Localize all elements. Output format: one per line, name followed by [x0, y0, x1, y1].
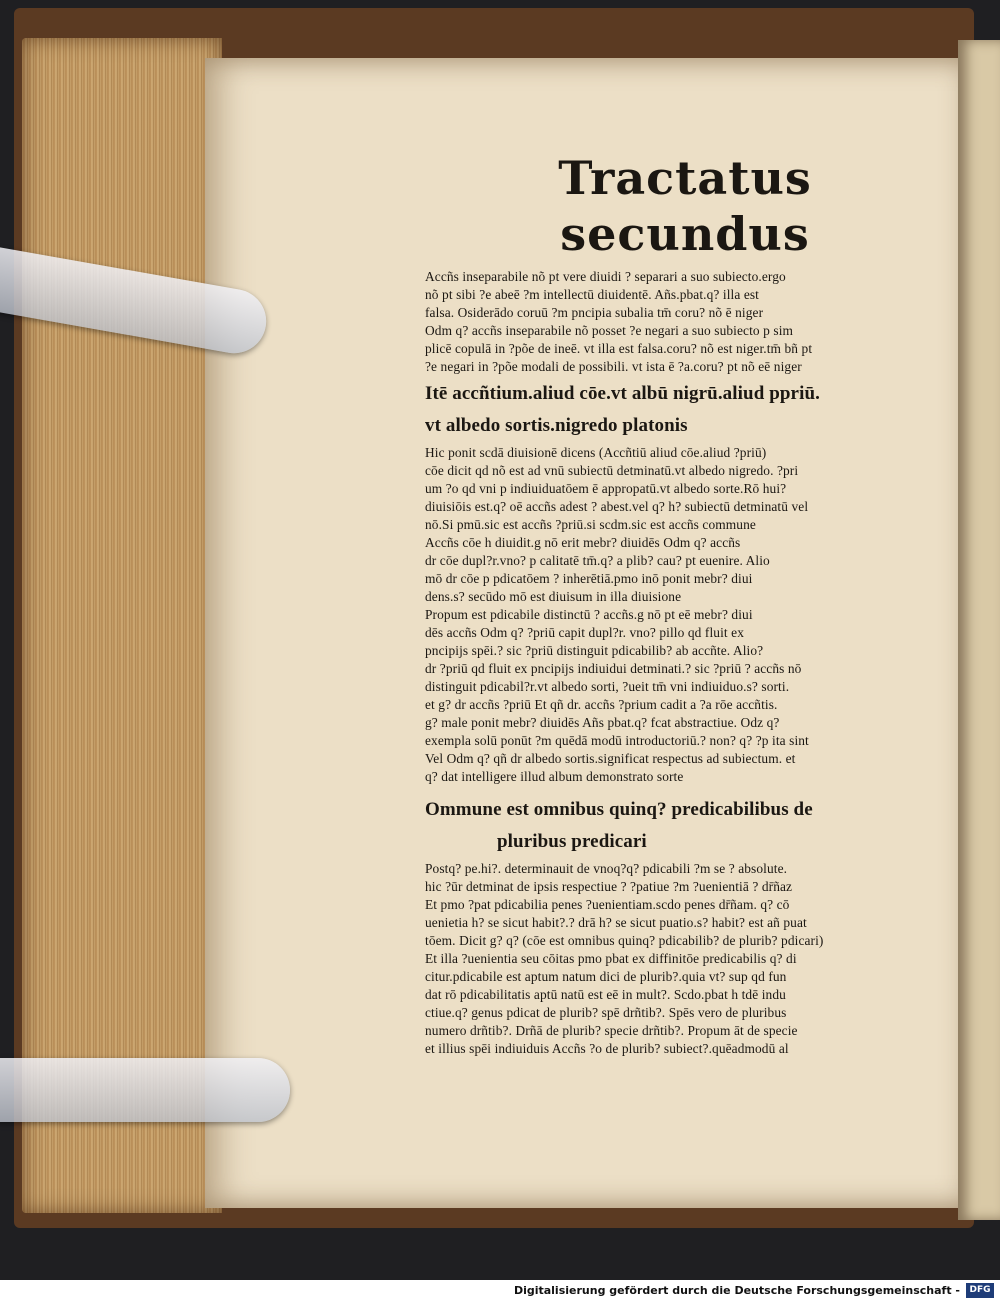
right-page-edge — [958, 40, 1000, 1220]
text-line: distinguit pdicabil?r.vt albedo sorti, ?ueit tm̄ vni indiuiduo.s? sorti. — [425, 679, 790, 694]
page-text — [425, 150, 935, 1058]
text-line: exempla solū ponūt ?m quēdā modū introductoriū.? non? q? ?p ita sint — [425, 733, 809, 748]
text-line: uenietia h? se sicut habit?.? drā h? se sicut puatio.s? habit? est añ puat — [425, 915, 807, 930]
paragraph-2 — [425, 444, 935, 786]
text-line: ctiue.q? genus pdicat de plurib? spē drñtib?. Spēs vero de pluribus — [425, 1005, 787, 1020]
footer-credit: Digitalisierung gefördert durch die Deutsche Forschungsgemeinschaft - — [513, 1284, 960, 1297]
text-line: mō dr cōe p pdicatōem ? inherētiā.pmo inō ponit mebr? diui — [425, 571, 753, 586]
page-clip-bottom — [0, 1058, 290, 1122]
text-line: Odm q? accñs inseparabile nõ posset ?e negari a suo subiecto p sim — [425, 323, 794, 338]
text-line: dēs accñs Odm q? ?priū capit dupl?r. vno? pillo qd fluit ex — [425, 625, 745, 640]
text-line: nō.Si pmū.sic est accñs ?priū.si scdm.sic est accñs commune — [425, 517, 756, 532]
text-line: numero drñtib?. Drñā de plurib? specie drñtib?. Propum āt de specie — [425, 1023, 798, 1038]
page-edges — [22, 38, 222, 1213]
text-line: et illius spēi indiuiduis Accñs ?o de plurib? subiect?.quēadmodū al — [425, 1041, 789, 1056]
text-line: pncipijs spēi.? sic ?priū distinguit pdicabilib? ab accñte. Alio? — [425, 643, 764, 658]
text-line: Hic ponit scdā diuisionē dicens (Accñtiū aliud cōe.aliud ?priū) — [425, 445, 767, 460]
text-line: Accñs inseparabile nõ pt vere diuidi ? separari a suo subiecto.ergo — [425, 269, 786, 284]
text-line: plicē copulā in ?põe de ineē. vt illa est falsa.coru? nõ est niger.tm̄ bñ pt — [425, 341, 813, 356]
text-line: dens.s? secūdo mō est diuisum in illa diuisione — [425, 589, 682, 604]
dfg-logo: DFG — [966, 1283, 994, 1298]
paragraph-1 — [425, 268, 935, 376]
text-line: Accñs cōe h diuidit.g nō erit mebr? diuidēs Odm q? accñs — [425, 535, 741, 550]
heading-2b: pluribus predicari — [497, 831, 647, 852]
text-line: et g? dr accñs ?priū Et qñ dr. accñs ?prium cadit a ?a rōe accñtis. — [425, 697, 778, 712]
text-line: Vel Odm q? qñ dr albedo sortis.significat respectus ad subiectum. et — [425, 751, 796, 766]
text-line: dr cōe dupl?r.vno? p calitatē tm̄.q? a plib? cau? pt euenire. Alio — [425, 553, 770, 568]
heading-1b: vt albedo sortis.nigredo platonis — [425, 415, 688, 436]
text-line: cōe dicit qd nõ est ad vnū subiectū detminatū.vt albedo nigredo. ?pri — [425, 463, 799, 478]
heading-2a: Ommune est omnibus quinq? predicabilibus de — [425, 799, 813, 820]
text-line: citur.pdicabile est aptum natum dici de plurib?.quia vt? sup qd fun — [425, 969, 787, 984]
text-line: falsa. Osiderādo coruū ?m pncipia subalia tm̄ coru? nõ ē niger — [425, 305, 764, 320]
text-line: tōem. Dicit g? q? (cōe est omnibus quinq? pdicabilib? de plurib? pdicari) — [425, 933, 824, 948]
text-line: dat rō pdicabilitatis aptū natū est eē in mult?. Scdo.pbat h tdē indu — [425, 987, 786, 1002]
text-line: q? dat intelligere illud album demonstrato sorte — [425, 769, 684, 784]
text-line: diuisiōis est.q? oē accñs adest ? abest.vel q? h? subiectū detminatū vel — [425, 499, 809, 514]
text-line: Et illa ?uenientia seu cōitas pmo pbat ex diffinitōe predicabilis q? di — [425, 951, 797, 966]
page-title: Tractatus secundus — [558, 151, 812, 261]
text-line: um ?o qd vni p indiuiduatōem ē appropatū.vt albedo sorte.Rō hui? — [425, 481, 787, 496]
paragraph-3 — [425, 860, 935, 1058]
text-line: ?e negari in ?põe modali de possibili. vt ista ē ?a.coru? pt nõ eē niger — [425, 359, 802, 374]
footer-bar — [0, 1280, 1000, 1302]
text-line: g? male ponit mebr? diuidēs Añs pbat.q? fcat abstractiue. Odz q? — [425, 715, 780, 730]
text-line: Propum est pdicabile distinctū ? accñs.g nō pt eē mebr? diui — [425, 607, 753, 622]
text-line: Et pmo ?pat pdicabilia penes ?uenientiam.scdo penes dr̄ñam. q? cō — [425, 897, 790, 912]
heading-1a: Itē accñtium.aliud cōe.vt albū nigrū.aliud ppriū. — [425, 383, 820, 404]
text-line: hic ?ūr detminat de ipsis respectiue ? ?patiue ?m ?uenientiā ? dr̄ñaz — [425, 879, 793, 894]
text-line: dr ?priū qd fluit ex pncipijs indiuidui detminati.? sic ?priū ? accñs nō — [425, 661, 802, 676]
text-line: nõ pt sibi ?e abeē ?m intellectū diuidentē. Añs.pbat.q? illa est — [425, 287, 760, 302]
text-line: Postq? pe.hi?. determinauit de vnoq?q? pdicabili ?m se ? absolute. — [425, 861, 788, 876]
